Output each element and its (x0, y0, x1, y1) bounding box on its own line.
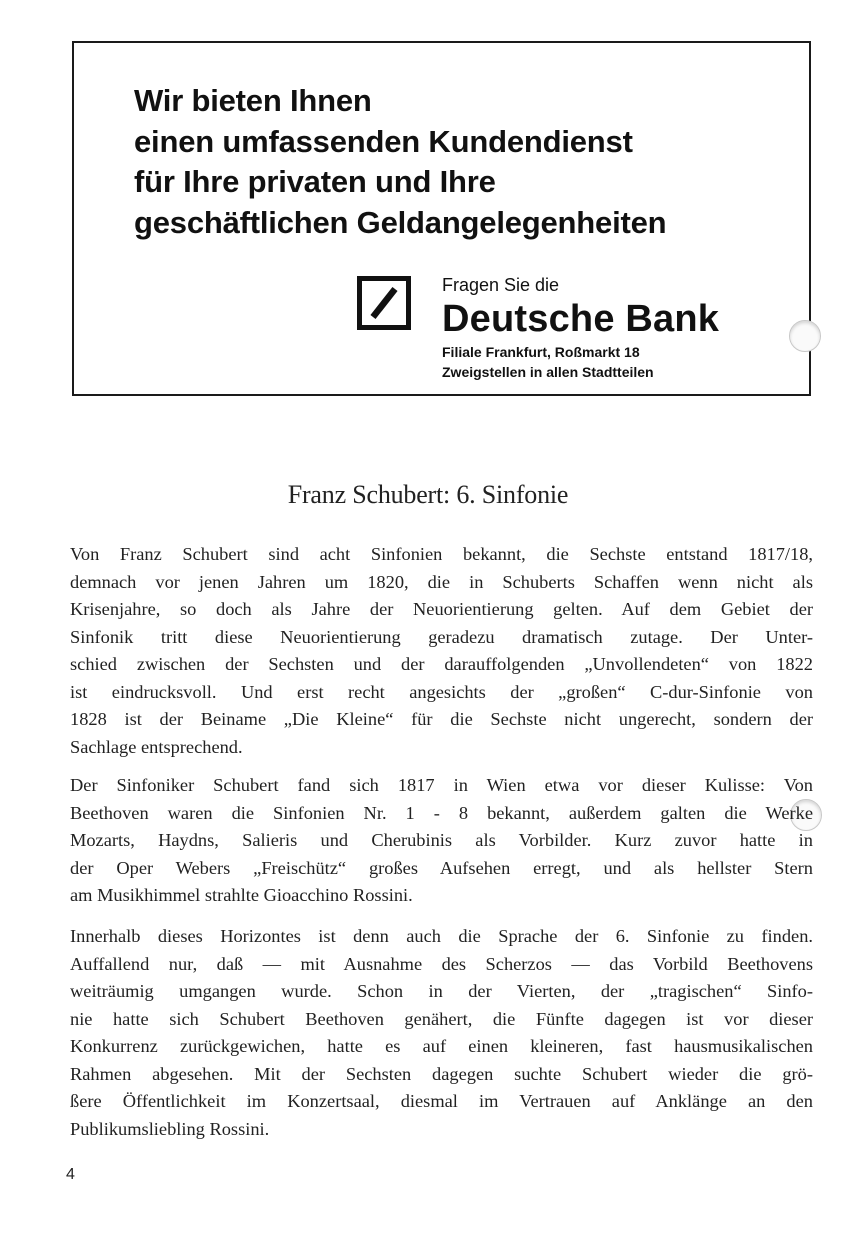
bank-branches: Zweigstellen in allen Stadtteilen (442, 364, 654, 380)
deutsche-bank-logo-icon (357, 276, 411, 330)
text-line: Sachlage entsprechend. (70, 736, 243, 757)
paragraph-3 (70, 923, 813, 1143)
text-line: der Oper Webers „Freischütz“ großes Aufsehen erregt, und als hellster Stern (70, 857, 813, 878)
text-line: Beethoven waren die Sinfonien Nr. 1 - 8 bekannt, außerdem galten die Werke (70, 802, 813, 823)
bank-advertisement (72, 41, 811, 396)
text-line: schied zwischen der Sechsten und der darauffolgenden „Unvollendeten“ von 1822 (70, 654, 813, 674)
ad-headline-line: Wir bieten Ihnen (134, 83, 372, 118)
text-line: Krisenjahre, so doch als Jahre der Neuorientierung gelten. Auf dem Gebiet der (70, 599, 813, 619)
paragraph-2 (70, 772, 813, 910)
text-line: Konkurrenz zurückgewichen, hatte es auf einen kleineren, fast hausmusikalischen (70, 1036, 813, 1056)
text-line: Publikumsliebling Rossini. (70, 1118, 270, 1139)
ad-headline-line: einen umfassenden Kundendienst (134, 123, 633, 159)
text-line: demnach vor jenen Jahren um 1820, die in Schuberts Schaffen wenn nicht als (70, 571, 813, 592)
text-line: Sinfonik tritt diese Neuorientierung geradezu dramatisch zutage. Der Unter- (70, 626, 813, 647)
bank-contact (442, 274, 719, 382)
text-line: Der Sinfoniker Schubert fand sich 1817 in Wien etwa vor dieser Kulisse: Von (70, 775, 813, 795)
text-line: weiträumig umgangen wurde. Schon in der Vierten, der „tragischen“ Sinfo- (70, 981, 813, 1001)
ask-text: Fragen Sie die (442, 275, 560, 295)
article-title: Franz Schubert: 6. Sinfonie (287, 480, 569, 509)
text-line: 1828 ist der Beiname „Die Kleine“ für die Sechste nicht ungerecht, sondern der (70, 709, 813, 729)
ad-headline (134, 81, 804, 243)
punch-hole-top (789, 320, 821, 352)
text-line: ist eindrucksvoll. Und erst recht angesichts der „großen“ C-dur-Sinfonie von (70, 681, 813, 702)
ad-headline-line: für Ihre privaten und Ihre (134, 164, 496, 199)
bank-address: Filiale Frankfurt, Roßmarkt 18 (442, 344, 640, 360)
text-line: Auffallend nur, daß — mit Ausnahme des Scherzos — das Vorbild Beethovens (70, 953, 813, 974)
text-line: Innerhalb dieses Horizontes ist denn auch die Sprache der 6. Sinfonie zu finden. (70, 926, 813, 946)
text-line: Von Franz Schubert sind acht Sinfonien bekannt, die Sechste entstand 1817/18, (70, 544, 813, 564)
page-number: 4 (66, 1166, 75, 1183)
text-line: am Musikhimmel strahlte Gioacchino Rossini. (70, 885, 413, 905)
text-line: Mozarts, Haydns, Salieris und Cherubinis als Vorbilder. Kurz zuvor hatte in (70, 830, 813, 850)
paragraph-1 (70, 541, 813, 761)
bank-name: Deutsche Bank (442, 298, 720, 340)
ad-headline-line: geschäftlichen Geldangelegenheiten (134, 204, 667, 240)
text-line: ßere Öffentlichkeit im Konzertsaal, diesmal im Vertrauen auf Anklänge an den (70, 1091, 813, 1111)
text-line: Rahmen abgesehen. Mit der Sechsten dagegen suchte Schubert wieder die grö- (70, 1063, 813, 1084)
text-line: nie hatte sich Schubert Beethoven genähert, die Fünfte dagegen ist vor dieser (70, 1008, 813, 1029)
